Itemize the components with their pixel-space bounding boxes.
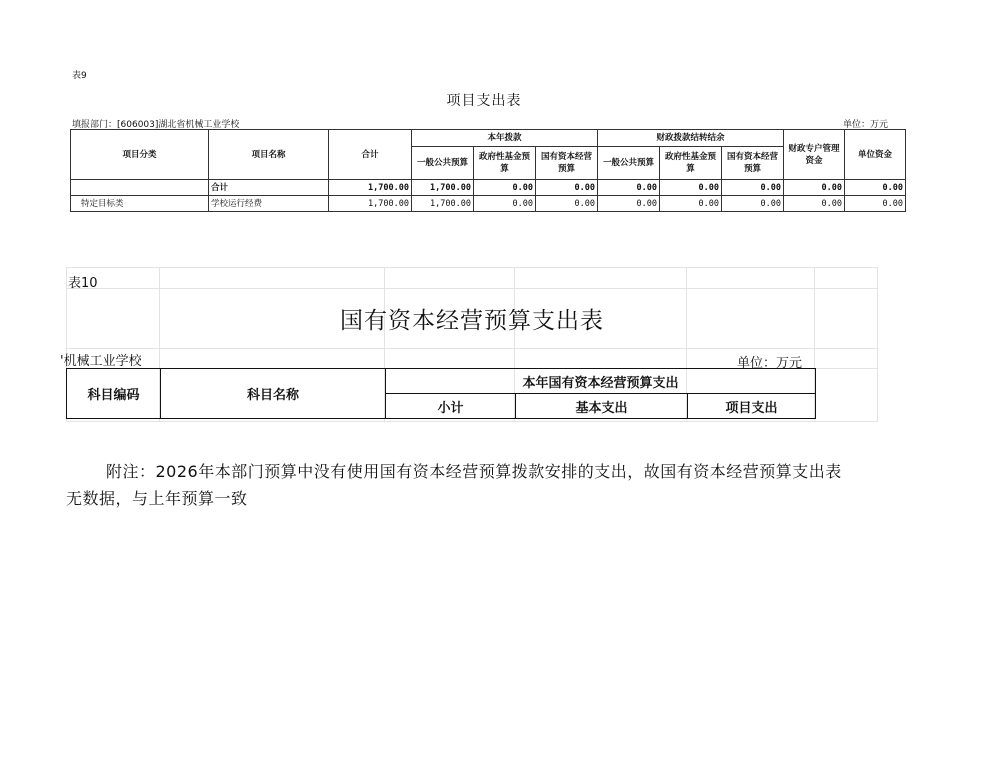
cell-value: 0.00 <box>536 196 598 212</box>
cell-value: 0.00 <box>845 180 906 196</box>
table10-title: 国有资本经营预算支出表 <box>340 308 604 334</box>
cell-value: 1,700.00 <box>412 196 474 212</box>
cell-value: 1,700.00 <box>412 180 474 196</box>
cell-value: 0.00 <box>660 180 722 196</box>
cell-value: 0.00 <box>784 196 845 212</box>
table9-label: 表9 <box>72 71 87 81</box>
cell-value: 1,700.00 <box>329 180 412 196</box>
header-category: 项目分类 <box>71 130 209 180</box>
cell-value: 0.00 <box>536 180 598 196</box>
table9-department: 填报部门：[606003]湖北省机械工业学校 <box>72 120 240 130</box>
header-unit-funds: 单位资金 <box>845 130 906 180</box>
state-capital-expenditure-table <box>66 368 816 419</box>
cell-name: 合计 <box>209 180 329 196</box>
table-row-total <box>71 180 906 196</box>
header-total: 合计 <box>329 130 412 180</box>
header-general-2: 一般公共预算 <box>598 147 660 180</box>
table9-unit: 单位：万元 <box>842 120 888 130</box>
header-general-1: 一般公共预算 <box>412 147 474 180</box>
header-subtotal: 小计 <box>386 394 516 419</box>
cell-category <box>71 180 209 196</box>
table-row <box>71 196 906 212</box>
cell-value: 0.00 <box>474 196 536 212</box>
table10-unit: 单位：万元 <box>737 356 803 371</box>
cell-value: 0.00 <box>722 196 784 212</box>
header-current-year: 本年拨款 <box>412 130 598 147</box>
header-stateowned-1: 国有资本经营预算 <box>536 147 598 180</box>
header-basic-expenditure: 基本支出 <box>516 394 688 419</box>
cell-value: 0.00 <box>598 180 660 196</box>
header-stateowned-2: 国有资本经营预算 <box>722 147 784 180</box>
header-govfund-1: 政府性基金预算 <box>474 147 536 180</box>
header-subject-code: 科目编码 <box>67 369 161 419</box>
header-govfund-2: 政府性基金预算 <box>660 147 722 180</box>
header-carryover: 财政拨款结转结余 <box>598 130 784 147</box>
header-current-year-group: 本年国有资本经营预算支出 <box>386 369 816 394</box>
footnote: 附注：2026年本部门预算中没有使用国有资本经营预算拨款安排的支出，故国有资本经营预算支出表无数据，与上年预算一致 <box>66 462 842 508</box>
cell-value: 0.00 <box>722 180 784 196</box>
table9-title: 项目支出表 <box>446 93 522 109</box>
cell-value: 0.00 <box>784 180 845 196</box>
header-subject-name: 科目名称 <box>161 369 386 419</box>
cell-value: 1,700.00 <box>329 196 412 212</box>
cell-value: 0.00 <box>660 196 722 212</box>
cell-name: 学校运行经费 <box>209 196 329 212</box>
header-name: 项目名称 <box>209 130 329 180</box>
header-project-expenditure: 项目支出 <box>688 394 816 419</box>
cell-value: 0.00 <box>474 180 536 196</box>
project-expenditure-table <box>70 129 906 212</box>
cell-value: 0.00 <box>845 196 906 212</box>
table10-label: 表10 <box>68 276 98 291</box>
cell-value: 0.00 <box>598 196 660 212</box>
header-special-fund: 财政专户管理资金 <box>784 130 845 180</box>
cell-category: 特定目标类 <box>71 196 209 212</box>
table10-department: '机械工业学校 <box>60 354 142 369</box>
